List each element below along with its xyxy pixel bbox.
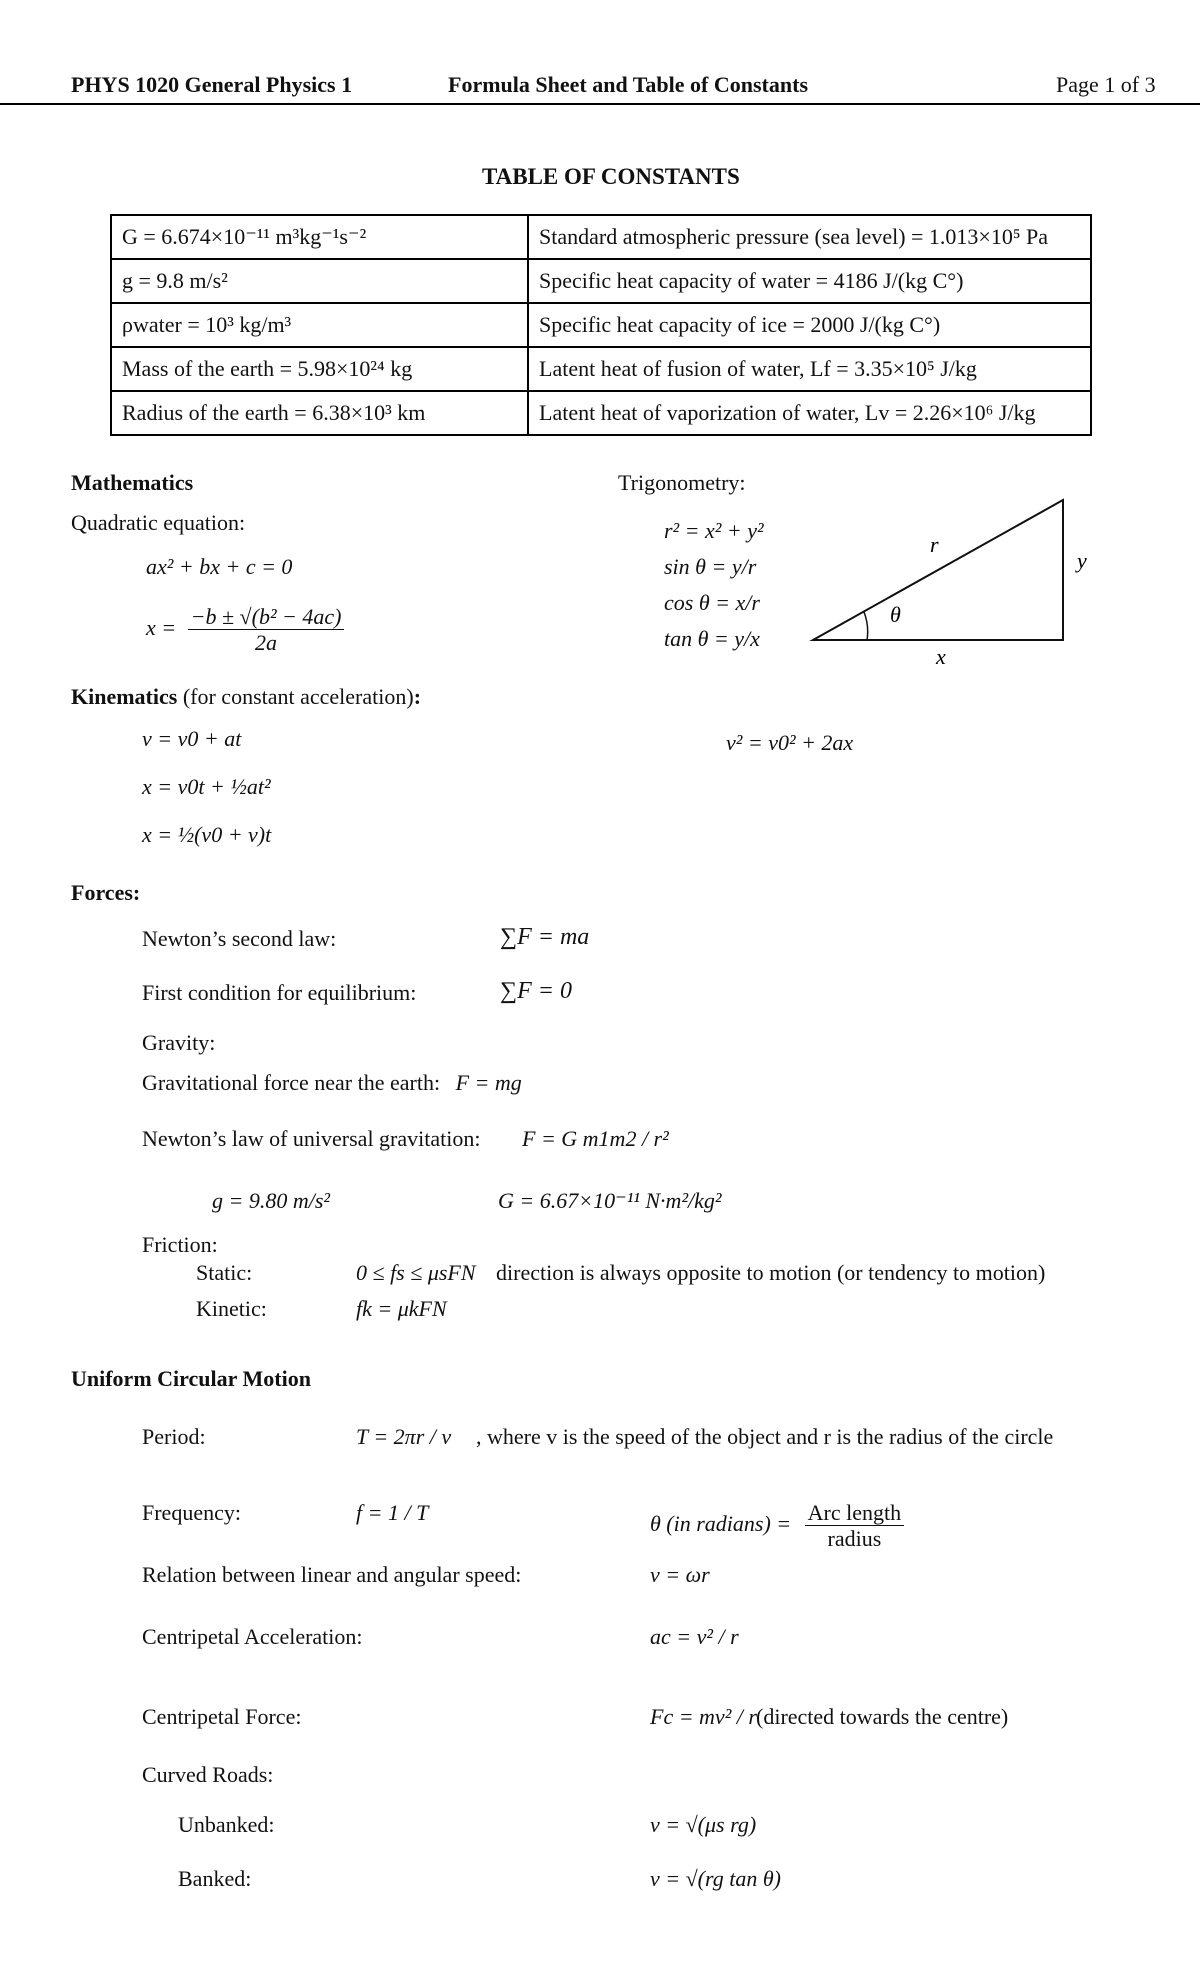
quadratic-numerator: −b ± √(b² − 4ac) [188,604,345,630]
gravity-label: Gravity: [142,1030,216,1055]
gravity-constant-G: G = 6.67×10⁻¹¹ N·m²/kg² [498,1188,722,1213]
gravity-near-earth [142,1070,522,1096]
gravity-constant-g: g = 9.80 m/s² [212,1188,331,1213]
centripetal-acceleration-label: Centripetal Acceleration: [142,1624,363,1649]
mathematics-heading: Mathematics [71,470,194,495]
table-row [111,215,1091,259]
table-cell: Specific heat capacity of ice = 2000 J/(kg C°) [528,303,1091,347]
newton-second-law-equation: ∑F = ma [500,924,590,950]
table-cell: Latent heat of fusion of water, Lf = 3.35×10⁵ J/kg [528,347,1091,391]
triangle-x-label: x [936,644,946,669]
gravity-near-earth-equation: F = mg [455,1070,522,1095]
centripetal-acceleration-equation: ac = v² / r [650,1624,739,1649]
curved-roads-label: Curved Roads: [142,1762,274,1787]
period-equation: T = 2πr / v [356,1424,452,1449]
trig-identity: sin θ = y/r [664,554,757,579]
frequency-label: Frequency: [142,1500,241,1525]
course-title: PHYS 1020 General Physics 1 [71,72,353,97]
unbanked-label: Unbanked: [178,1812,275,1837]
equilibrium-label: First condition for equilibrium: [142,980,417,1005]
universal-gravitation-equation: F = G m1m2 / r² [522,1126,669,1151]
kinetic-friction-label: Kinetic: [196,1296,267,1321]
newton-second-law-label: Newton’s second law: [142,926,337,951]
table-cell: Mass of the earth = 5.98×10²⁴ kg [111,347,528,391]
angle-arc [864,612,868,640]
centripetal-force-note: (directed towards the centre) [756,1704,1009,1729]
table-cell: Specific heat capacity of water = 4186 J/(kg C°) [528,259,1091,303]
centripetal-force-label: Centripetal Force: [142,1704,302,1729]
linear-angular-relation-equation: v = ωr [650,1562,710,1587]
banked-equation: v = √(rg tan θ) [650,1866,782,1891]
right-triangle-diagram [800,490,1100,670]
frequency-equation: f = 1 / T [356,1500,429,1525]
linear-angular-relation-label: Relation between linear and angular speed: [142,1562,522,1587]
table-row [111,391,1091,435]
banked-label: Banked: [178,1866,252,1891]
circular-motion-heading: Uniform Circular Motion [71,1366,311,1391]
kinematics-equation: x = v0t + ½at² [142,774,271,799]
header-rule [0,103,1200,105]
static-friction-note: direction is always opposite to motion (or tendency to motion) [496,1260,1046,1285]
table-cell: G = 6.674×10⁻¹¹ m³kg⁻¹s⁻² [111,215,528,259]
radius-text: radius [827,1526,882,1552]
friction-label: Friction: [142,1232,218,1257]
period-label: Period: [142,1424,206,1449]
gravity-near-earth-label: Gravitational force near the earth: [142,1070,441,1095]
table-cell: Standard atmospheric pressure (sea level) = 1.013×10⁵ Pa [528,215,1091,259]
quadratic-equation: ax² + bx + c = 0 [146,554,293,579]
quadratic-solution [146,604,344,656]
table-cell: Radius of the earth = 6.38×10³ km [111,391,528,435]
radian-definition [650,1500,904,1552]
table-row [111,347,1091,391]
kinematics-equation: x = ½(v0 + v)t [142,822,272,847]
trigonometry-label: Trigonometry: [618,470,746,495]
kinematics-colon: : [413,684,422,709]
sheet-title: Formula Sheet and Table of Constants [448,72,809,97]
radian-label: θ (in radians) = [650,1510,792,1536]
triangle-shape [813,500,1063,640]
arc-length-text: Arc length [805,1500,904,1526]
table-row [111,303,1091,347]
centripetal-force-equation: Fc = mv² / r [650,1704,757,1729]
trig-identity: cos θ = x/r [664,590,760,615]
quadratic-label: Quadratic equation: [71,510,246,535]
static-friction-equation: 0 ≤ fs ≤ μsFN [356,1260,476,1285]
kinetic-friction-equation: fk = μkFN [356,1296,447,1321]
triangle-r-label: r [930,532,939,557]
table-row [111,259,1091,303]
trig-identity: tan θ = y/x [664,626,760,651]
triangle-y-label: y [1077,548,1087,573]
universal-gravitation-label: Newton’s law of universal gravitation: [142,1126,481,1151]
period-note: , where v is the speed of the object and r is the radius of the circle [476,1424,1054,1449]
page-number: Page 1 of 3 [1056,72,1156,97]
table-cell: ρwater = 10³ kg/m³ [111,303,528,347]
equilibrium-equation: ∑F = 0 [500,978,572,1004]
quadratic-denominator: 2a [255,630,278,656]
kinematics-heading-line [71,684,421,710]
static-friction-label: Static: [196,1260,253,1285]
kinematics-subtitle: (for constant acceleration) [182,684,414,709]
kinematics-equation: v² = v0² + 2ax [726,730,854,755]
table-cell: Latent heat of vaporization of water, Lv = 2.26×10⁶ J/kg [528,391,1091,435]
quadratic-x: x = [146,614,177,640]
forces-heading: Forces: [71,880,141,905]
constants-heading: TABLE OF CONSTANTS [482,164,740,189]
table-cell: g = 9.8 m/s² [111,259,528,303]
constants-table [110,214,1092,436]
kinematics-heading: Kinematics [71,684,178,709]
triangle-theta-label: θ [890,602,901,627]
trig-identity: r² = x² + y² [664,518,764,543]
unbanked-equation: v = √(μs rg) [650,1812,757,1837]
kinematics-equation: v = v0 + at [142,726,242,751]
